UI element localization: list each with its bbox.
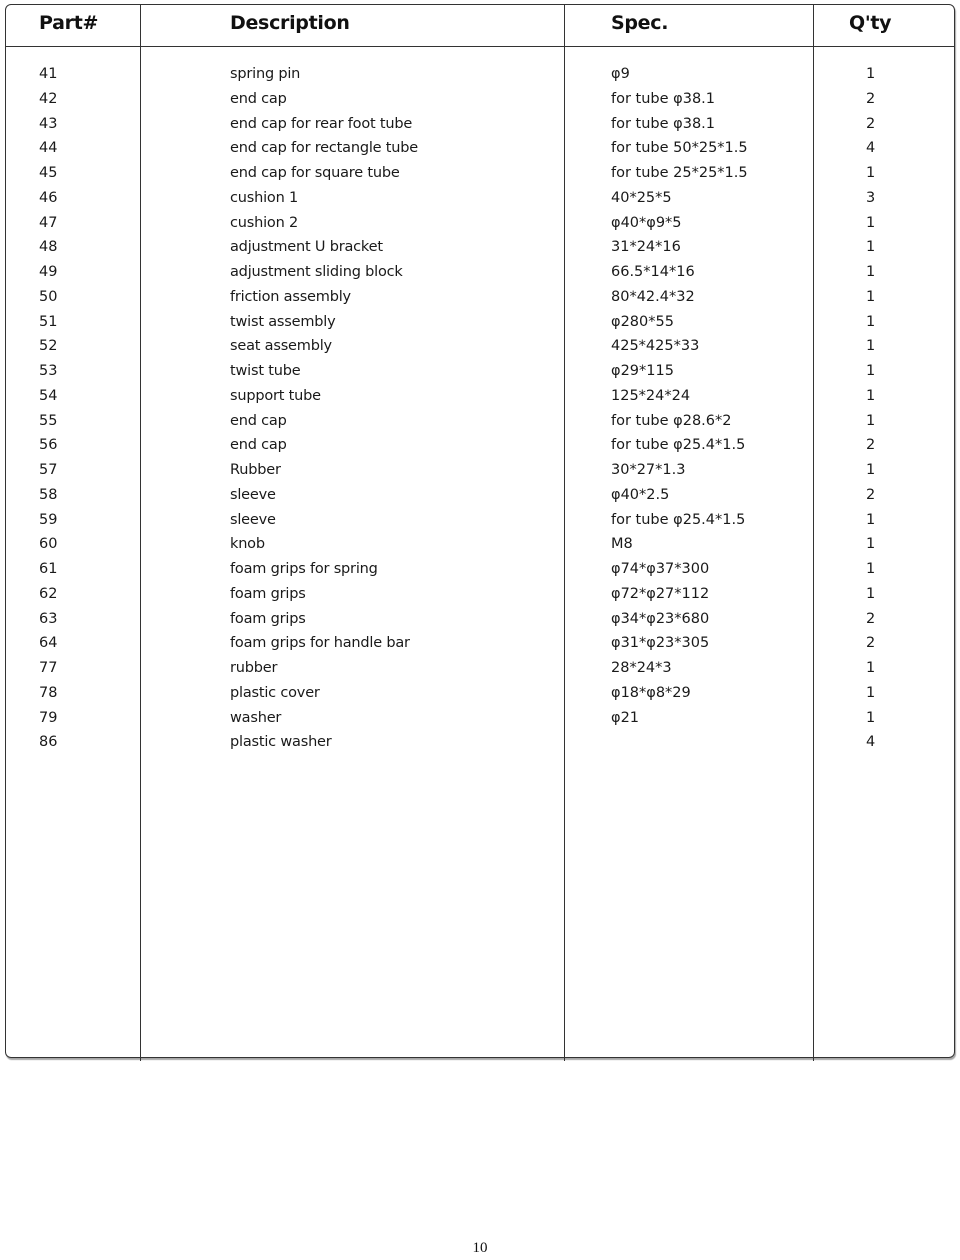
part-number-cell: 42: [39, 90, 58, 107]
part-number-cell: 77: [39, 660, 58, 676]
spec-cell: φ29*115: [611, 363, 674, 379]
description-cell: twist assembly: [230, 313, 336, 330]
spec-cell: φ21: [611, 709, 640, 726]
spec-cell: φ18*φ8*29: [611, 684, 691, 701]
quantity-cell: 2: [866, 115, 876, 132]
spec-cell: for tube φ38.1: [611, 115, 716, 132]
part-number-cell: 55: [39, 412, 58, 429]
description-cell: end cap for rectangle tube: [230, 140, 419, 157]
part-number-cell: 58: [39, 486, 58, 503]
description-cell: end cap: [230, 437, 287, 454]
spec-cell: φ40*2.5: [611, 486, 670, 503]
part-number-cell: 86: [39, 734, 58, 751]
spec-cell: φ31*φ23*305: [611, 635, 710, 652]
table-row: [0, 433, 960, 458]
table-row: [0, 706, 960, 731]
table-row: [0, 235, 960, 260]
part-number-cell: 62: [39, 585, 58, 602]
description-cell: Rubber: [230, 462, 281, 478]
part-number-cell: 78: [39, 684, 58, 701]
part-number-cell: 57: [39, 462, 58, 478]
header-description: Description: [230, 12, 350, 34]
description-cell: plastic cover: [230, 684, 320, 701]
spec-cell: φ9: [611, 66, 630, 82]
quantity-cell: 1: [866, 511, 876, 528]
description-cell: sleeve: [230, 486, 276, 503]
description-cell: end cap: [230, 90, 287, 107]
spec-cell: for tube φ38.1: [611, 90, 716, 107]
quantity-cell: 1: [866, 363, 876, 379]
parts-table-body: [0, 62, 960, 755]
part-number-cell: 43: [39, 115, 58, 132]
description-cell: end cap: [230, 412, 287, 429]
quantity-cell: 1: [866, 313, 876, 330]
table-row: [0, 656, 960, 681]
description-cell: end cap for square tube: [230, 165, 400, 181]
page-number: 10: [472, 1240, 488, 1256]
quantity-cell: 2: [866, 437, 876, 454]
description-cell: plastic washer: [230, 734, 332, 751]
quantity-cell: 1: [866, 66, 876, 82]
spec-cell: 80*42.4*32: [611, 288, 695, 305]
table-row: [0, 607, 960, 632]
quantity-cell: 2: [866, 486, 876, 503]
spec-cell: for tube 50*25*1.5: [611, 140, 748, 157]
table-row: [0, 260, 960, 285]
part-number-cell: 53: [39, 363, 58, 379]
spec-cell: φ34*φ23*680: [611, 610, 710, 627]
part-number-cell: 45: [39, 165, 58, 181]
table-row: [0, 359, 960, 384]
header-spec: Spec.: [611, 12, 669, 34]
part-number-cell: 79: [39, 709, 58, 726]
spec-cell: 31*24*16: [611, 239, 681, 256]
spec-cell: 125*24*24: [611, 387, 691, 404]
part-number-cell: 56: [39, 437, 58, 454]
description-cell: support tube: [230, 387, 321, 404]
part-number-cell: 52: [39, 338, 58, 355]
spec-cell: 40*25*5: [611, 189, 672, 206]
table-row: [0, 483, 960, 508]
quantity-cell: 1: [866, 709, 876, 726]
spec-cell: φ74*φ37*300: [611, 561, 710, 577]
spec-cell: M8: [611, 536, 633, 553]
description-cell: washer: [230, 709, 282, 726]
quantity-cell: 1: [866, 239, 876, 256]
part-number-cell: 54: [39, 387, 58, 404]
table-row: [0, 161, 960, 186]
quantity-cell: 2: [866, 635, 876, 652]
quantity-cell: 1: [866, 684, 876, 701]
description-cell: foam grips: [230, 585, 306, 602]
spec-cell: for tube φ28.6*2: [611, 412, 732, 429]
table-row: [0, 384, 960, 409]
table-row: [0, 409, 960, 434]
header-quantity: Q'ty: [849, 12, 892, 34]
part-number-cell: 50: [39, 288, 58, 305]
spec-cell: 28*24*3: [611, 660, 672, 676]
table-row: [0, 631, 960, 656]
part-number-cell: 51: [39, 313, 58, 330]
quantity-cell: 1: [866, 288, 876, 305]
spec-cell: φ40*φ9*5: [611, 214, 682, 231]
description-cell: foam grips for handle bar: [230, 635, 410, 652]
description-cell: adjustment sliding block: [230, 264, 403, 280]
description-cell: spring pin: [230, 66, 301, 82]
table-row: [0, 285, 960, 310]
table-row: [0, 681, 960, 706]
quantity-cell: 1: [866, 338, 876, 355]
quantity-cell: 1: [866, 536, 876, 553]
part-number-cell: 63: [39, 610, 58, 627]
part-number-cell: 44: [39, 140, 58, 157]
part-number-cell: 49: [39, 264, 58, 280]
quantity-cell: 1: [866, 387, 876, 404]
quantity-cell: 1: [866, 660, 876, 676]
part-number-cell: 46: [39, 189, 58, 206]
description-cell: cushion 2: [230, 214, 299, 231]
description-cell: seat assembly: [230, 338, 332, 355]
description-cell: friction assembly: [230, 288, 351, 305]
spec-cell: 425*425*33: [611, 338, 700, 355]
table-row: [0, 136, 960, 161]
description-cell: adjustment U bracket: [230, 239, 383, 256]
table-row: [0, 112, 960, 137]
table-row: [0, 508, 960, 533]
description-cell: sleeve: [230, 511, 276, 528]
quantity-cell: 1: [866, 561, 876, 577]
spec-cell: for tube φ25.4*1.5: [611, 437, 746, 454]
quantity-cell: 4: [866, 734, 876, 751]
table-row: [0, 458, 960, 483]
table-row: [0, 532, 960, 557]
part-number-cell: 48: [39, 239, 58, 256]
quantity-cell: 3: [866, 189, 876, 206]
table-row: [0, 582, 960, 607]
description-cell: end cap for rear foot tube: [230, 115, 413, 132]
part-number-cell: 61: [39, 561, 58, 577]
quantity-cell: 2: [866, 90, 876, 107]
table-row: [0, 557, 960, 582]
table-row: [0, 310, 960, 335]
part-number-cell: 59: [39, 511, 58, 528]
header-part-number: Part#: [39, 12, 99, 34]
table-row: [0, 186, 960, 211]
quantity-cell: 1: [866, 264, 876, 280]
spec-cell: 66.5*14*16: [611, 264, 695, 280]
table-row: [0, 62, 960, 87]
part-number-cell: 47: [39, 214, 58, 231]
table-row: [0, 211, 960, 236]
part-number-cell: 60: [39, 536, 58, 553]
part-number-cell: 64: [39, 635, 58, 652]
quantity-cell: 1: [866, 165, 876, 181]
spec-cell: φ280*55: [611, 313, 674, 330]
description-cell: cushion 1: [230, 189, 299, 206]
table-row: [0, 87, 960, 112]
spec-cell: 30*27*1.3: [611, 462, 686, 478]
description-cell: foam grips for spring: [230, 561, 378, 577]
quantity-cell: 1: [866, 214, 876, 231]
description-cell: knob: [230, 536, 265, 553]
spec-cell: for tube 25*25*1.5: [611, 165, 748, 181]
table-row: [0, 730, 960, 755]
table-row: [0, 334, 960, 359]
part-number-cell: 41: [39, 66, 58, 82]
quantity-cell: 1: [866, 462, 876, 478]
spec-cell: for tube φ25.4*1.5: [611, 511, 746, 528]
spec-cell: φ72*φ27*112: [611, 585, 710, 602]
quantity-cell: 1: [866, 585, 876, 602]
quantity-cell: 2: [866, 610, 876, 627]
description-cell: rubber: [230, 660, 278, 676]
description-cell: twist tube: [230, 363, 301, 379]
quantity-cell: 1: [866, 412, 876, 429]
description-cell: foam grips: [230, 610, 306, 627]
quantity-cell: 4: [866, 140, 876, 157]
